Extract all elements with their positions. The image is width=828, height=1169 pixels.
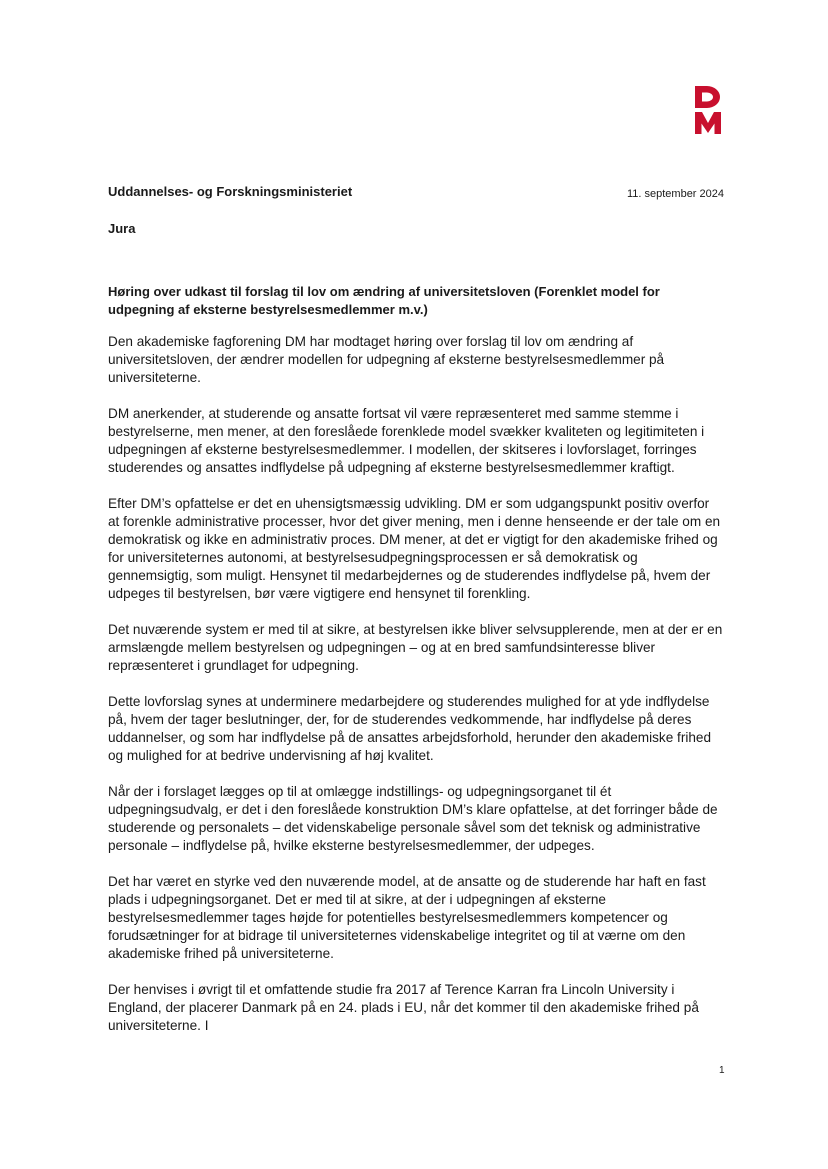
paragraph: Når der i forslaget lægges op til at omlægge indstillings- og udpegningsorganet til ét udpegningsudvalg, er det i den foreslåede konstruktion DM’s klare opfattelse, at det forringer både de studerende og personalets – det videnskabelige personale såvel som det teknisk og administrative personale – indflydelse på, hvilke eksterne bestyrelsesmedlemmer, der udpeges. (108, 784, 718, 853)
subject-heading: Høring over udkast til forslag til lov om ændring af universitetsloven (Forenklet model for udpegning af eksterne bestyrelsesmedlemmer m.v.) (108, 284, 660, 317)
page-number: 1 (719, 1065, 725, 1076)
letter-body (108, 333, 724, 1053)
paragraph: Dette lovforslag synes at underminere medarbejdere og studerendes mulighed for at yde indflydelse på, hvem der tager beslutninger, der, for de studerendes vedkommende, har indflydelse på deres uddannelser, og som har indflydelse på de ansattes arbejdsforhold, herunder den akademiske frihed og mulighed for at bedrive undervisning af høj kvalitet. (108, 694, 712, 763)
dm-logo (693, 84, 723, 136)
paragraph: Den akademiske fagforening DM har modtaget høring over forslag til lov om ændring af universitetsloven, der ændrer modellen for udpegning af eksterne bestyrelsesmedlemmer på universiteterne. (108, 334, 665, 385)
letter-date: 11. september 2024 (626, 188, 724, 200)
paragraph: Der henvises i øvrigt til et omfattende studie fra 2017 af Terence Karran fra Lincoln University i England, der placerer Danmark på en 24. plads i EU, når det kommer til den akademiske frihed på universiteterne. I (108, 982, 699, 1033)
department: Jura (108, 221, 136, 236)
paragraph: DM anerkender, at studerende og ansatte fortsat vil være repræsenteret med samme stemme i bestyrelserne, men mener, at den foreslåede forenklede model svækker kvaliteten og legitimiteten i udpegningen af eksterne bestyrelsesmedlemmer. I modellen, der skitseres i lovforslaget, forringes studerendes og ansattes indflydelse på udpegning af eksterne bestyrelsesmedlemmer kraftigt. (108, 406, 705, 475)
paragraph: Det nuværende system er med til at sikre, at bestyrelsen ikke bliver selvsupplerende, men at der er en armslængde mellem bestyrelsen og udpegningen – og at en bred samfundsinteresse bliver repræsenteret i grundlaget for udpegning. (108, 622, 723, 673)
paragraph: Det har været en styrke ved den nuværende model, at de ansatte og de studerende har haft en fast plads i udpegningsorganet. Det er med til at sikre, at der i udpegningen af eksterne bestyrelsesmedlemmer tages højde for potentielles bestyrelsesmedlemmers kompetencer og forudsætninger for at bidrage til universiteternes videnskabelige integritet og til at værne om den akademiske frihed på universiteterne. (108, 874, 706, 961)
paragraph: Efter DM’s opfattelse er det en uhensigtsmæssig udvikling. DM er som udgangspunkt positiv overfor at forenkle administrative processer, hvor det giver mening, men i denne henseende er der tale om en demokratisk og ikke en administrativ proces. DM mener, at det er vigtigt for den akademiske frihed og for universiteternes autonomi, at bestyrelsesudpegningsprocessen er så demokratisk og gennemsigtig, som muligt. Hensynet til medarbejdernes og de studerendes indflydelse på, hvem der udpeges til bestyrelsen, bør være vigtigere end hensynet til forenkling. (108, 496, 721, 601)
recipient: Uddannelses- og Forskningsministeriet (108, 184, 353, 199)
